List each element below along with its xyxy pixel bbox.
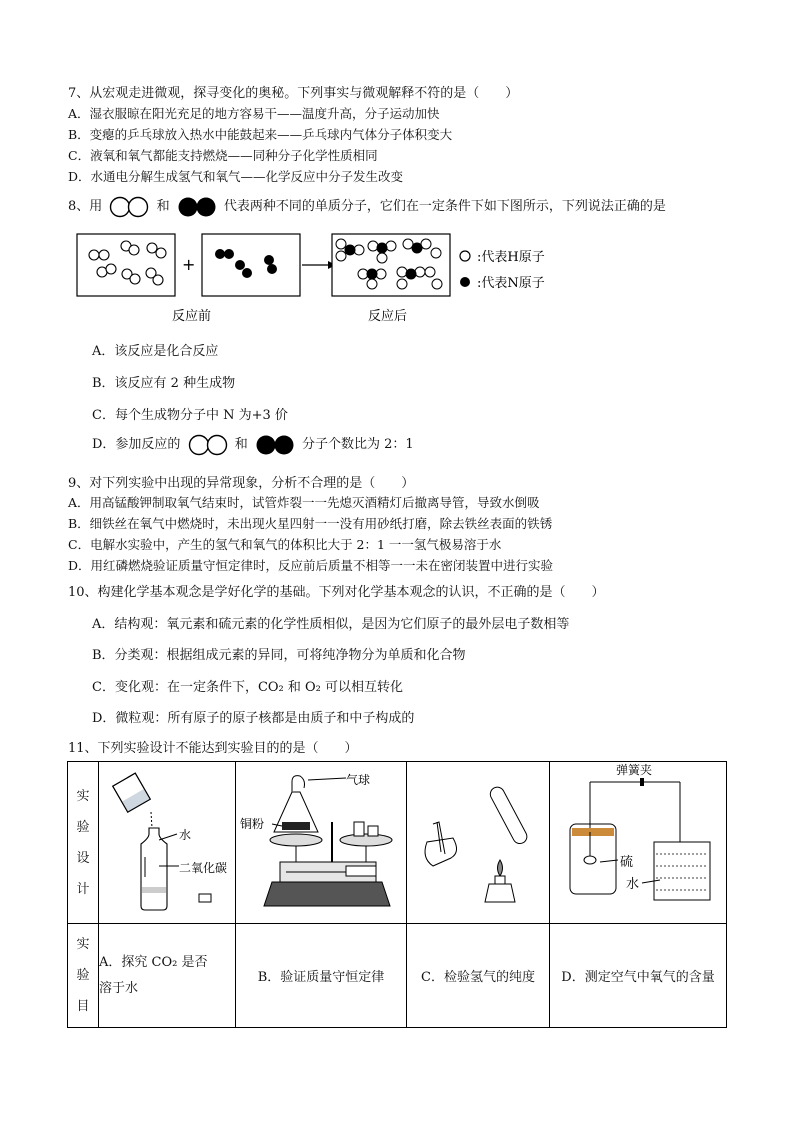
- q10-option-c: C．变化观：在一定条件下，CO₂ 和 O₂ 可以相互转化: [92, 680, 404, 695]
- q7-stem: 7、从宏观走进微观，探寻变化的奥秘。下列事实与微观解释不符的是（ ）: [68, 86, 519, 101]
- spring-clip-icon: [640, 778, 644, 786]
- q8-option-d: D．参加反应的 和 分子个数比为 2：1: [92, 433, 414, 456]
- q11-stem: 11、下列实验设计不能达到实验目的的是（ ）: [68, 741, 358, 756]
- q8-option-b: B．该反应有 2 种生成物: [92, 376, 236, 391]
- q9-option-c: C．电解水实验中，产生的氢气和氧气的体积比大于 2：1 一一氢气极易溶于水: [68, 537, 502, 552]
- q10-option-b: B．分类观：根据组成元素的异同，可将纯净物分为单质和化合物: [92, 648, 466, 663]
- purpose-c: C．检验氢气的纯度: [407, 924, 550, 1028]
- q10-stem: 10、构建化学基本观念是学好化学的基础。下列对化学基本观念的认识，不正确的是（ ）: [68, 585, 605, 600]
- purpose-a: A．探究 CO₂ 是否 溶于水: [99, 924, 236, 1028]
- q10-option-d: D．微粒观：所有原子的原子核都是由质子和中子构成的: [92, 711, 415, 726]
- before-box-n2: [202, 234, 300, 296]
- q9-option-b: B．细铁丝在氧气中燃烧时，未出现火星四射一一没有用砂纸打磨，除去铁丝表面的铁锈: [68, 516, 553, 531]
- q10-option-a: A．结构观：氧元素和硫元素的化学性质相似，是因为它们原子的最外层电子数相等: [92, 617, 570, 632]
- q9-option-a: A．用高锰酸钾制取氧气结束时，试管炸裂一一先熄灭酒精灯后撤离导管，导致水倒吸: [68, 495, 540, 510]
- q11-experiment-table: [67, 761, 727, 1028]
- q7-option-c: C．液氧和氧气都能支持燃烧——同种分子化学性质相同: [68, 148, 378, 163]
- oxygen-content-illustration: [550, 762, 726, 919]
- label-water2: 水: [626, 877, 640, 892]
- legend-n-label: :代表N原子: [477, 276, 545, 291]
- row-header-design: 实 验 设 计: [68, 762, 99, 924]
- legend-n-icon: [460, 277, 470, 287]
- design-c-cell: [407, 762, 550, 924]
- label-sulfur: 硫: [620, 855, 634, 870]
- q7-option-d: D．水通电分解生成氢气和氧气——化学反应中分子发生改变: [68, 169, 404, 184]
- label-clip: 弹簧夹: [616, 763, 653, 777]
- h2-molecule-icon: [188, 434, 228, 456]
- q8-option-a: A．该反应是化合反应: [92, 344, 219, 359]
- q7-option-a: A．湿衣服晾在阳光充足的地方容易干——温度升高，分子运动加快: [68, 106, 440, 121]
- label-co2: 二氧化碳: [179, 861, 228, 875]
- after-label: 反应后: [368, 309, 408, 324]
- plus-sign: +: [182, 255, 196, 274]
- legend-h-icon: [460, 251, 470, 261]
- design-a-cell: [99, 762, 236, 924]
- design-b-cell: [236, 762, 407, 924]
- h2-molecule-icon: [109, 196, 149, 218]
- label-water: 水: [179, 828, 192, 842]
- n2-molecule-icon: [177, 196, 217, 218]
- purpose-b: B．验证质量守恒定律: [236, 924, 407, 1028]
- q8-reaction-diagram: [72, 228, 592, 328]
- n2-molecule-icon: [255, 434, 295, 456]
- co2-bottle-illustration: [99, 762, 235, 919]
- q8-option-c: C．每个生成物分子中 N 为+3 价: [92, 408, 288, 423]
- q8-stem: 8、用 和 代表两种不同的单质分子，它们在一定条件下如下图所示，下列说法正确的是: [68, 195, 666, 218]
- row-header-purpose: 实 验 目: [68, 924, 99, 1028]
- q7-option-b: B．变瘪的乒乓球放入热水中能鼓起来——乒乓球内气体分子体积变大: [68, 127, 453, 142]
- label-balloon: 气球: [346, 773, 371, 787]
- label-copper: 铜粉: [240, 817, 265, 831]
- hydrogen-purity-illustration: [407, 762, 549, 919]
- design-d-cell: [550, 762, 727, 924]
- legend-h-label: :代表H原子: [477, 250, 545, 265]
- balance-illustration: [236, 762, 406, 919]
- before-label: 反应前: [172, 309, 212, 324]
- purpose-d: D．测定空气中氧气的含量: [550, 924, 727, 1028]
- q9-option-d: D．用红磷燃烧验证质量守恒定律时，反应前后质量不相等一一未在密闭装置中进行实验: [68, 558, 554, 573]
- q9-stem: 9、对下列实验中出现的异常现象，分析不合理的是（ ）: [68, 476, 415, 491]
